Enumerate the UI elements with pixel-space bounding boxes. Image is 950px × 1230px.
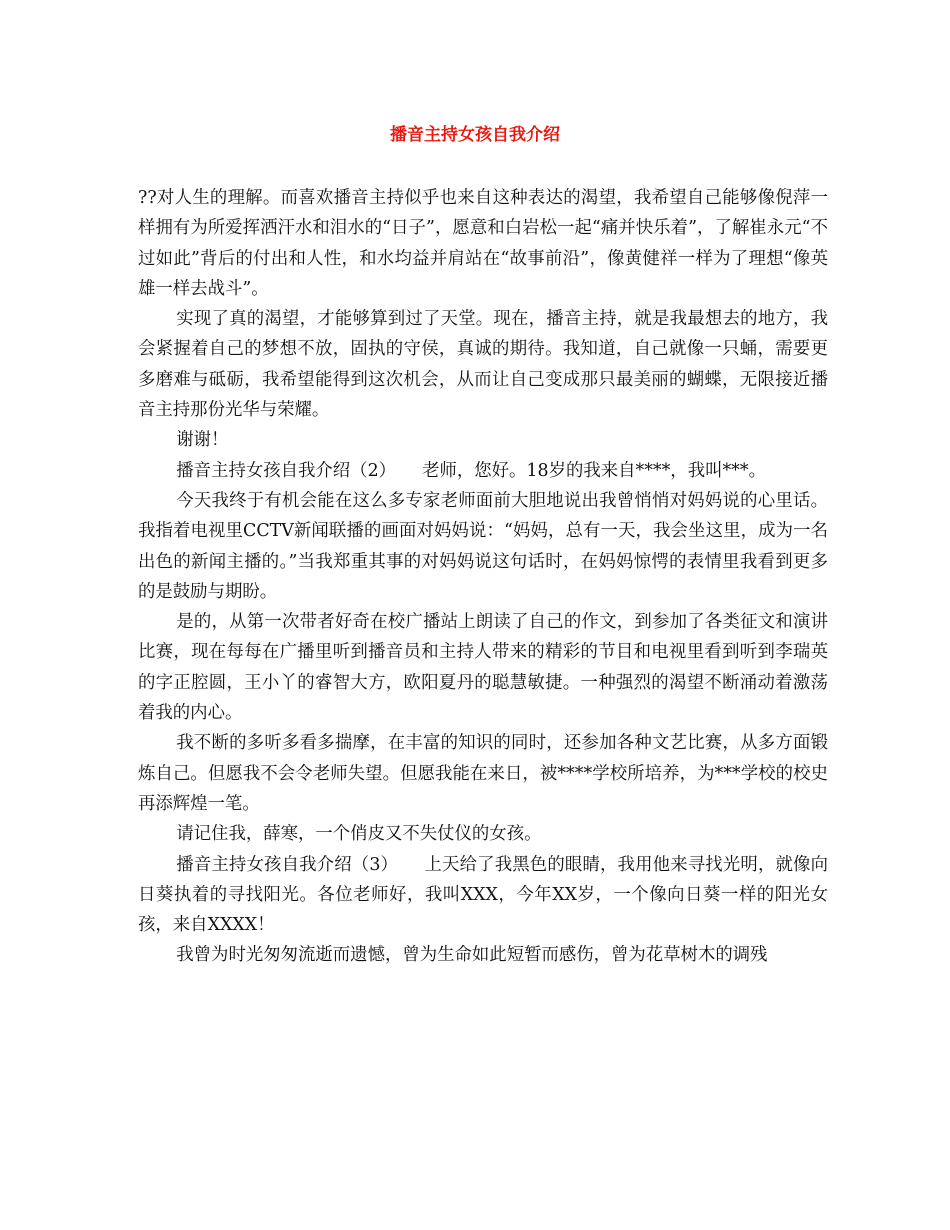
section-heading-paragraph: 播音主持女孩自我介绍（2） 老师，您好。18岁的我来自****，我叫***。 xyxy=(176,460,766,481)
paragraph: 我不断的多听多看多揣摩，在丰富的知识的同时，还参加各种文艺比赛，从多方面锻炼自己。但愿我不会令老师失望。但愿我能在来日，被****学校所培养，为***学校的校史再添辉煌一笔。 xyxy=(138,733,828,814)
section-heading-paragraph: 播音主持女孩自我介绍（3） 上天给了我黑色的眼睛，我用他来寻找光明，就像向日葵执着的寻找阳光。各位老师好，我叫XXX，今年XX岁，一个像向日葵一样的阳光女孩，来自XXXX！ xyxy=(138,854,828,936)
paragraph: 今天我终于有机会能在这么多专家老师面前大胆地说出我曾悄悄对妈妈说的心里话。我指着电视里CCTV新闻联播的画面对妈妈说：“妈妈，总有一天，我会坐这里，成为一名出色的新闻主播的。”当我郑重其事的对妈妈说这句话时，在妈妈惊愕的表情里我看到更多的是鼓励与期盼。 xyxy=(138,490,828,602)
document-title: 播音主持女孩自我介绍 xyxy=(390,125,560,145)
paragraph: 实现了真的渴望，才能够算到过了天堂。现在，播音主持，就是我最想去的地方，我会紧握着自己的梦想不放，固执的守侯，真诚的期待。我知道，自己就像一只蛹，需要更多磨难与砥砺，我希望能得到这次机会，从而让自己变成那只最美丽的蝴蝶，无限接近播音主持那份光华与荣耀。 xyxy=(138,309,828,421)
paragraph: 我曾为时光匆匆流逝而遗憾，曾为生命如此短暂而感伤，曾为花草树木的调残 xyxy=(176,945,768,966)
paragraph: 是的，从第一次带者好奇在校广播站上朗读了自己的作文，到参加了各类征文和演讲比赛，现在每每在广播里听到播音员和主持人带来的精彩的节目和电视里看到听到李瑞英的字正腔圆，王小丫的睿智大方，欧阳夏丹的聪慧敏捷。一种强烈的渴望不断涌动着激荡着我的内心。 xyxy=(138,612,828,724)
paragraph: 请记住我，薛寒，一个俏皮又不失仗仪的女孩。 xyxy=(176,824,542,845)
paragraph: ??对人生的理解。而喜欢播音主持似乎也来自这种表达的渴望，我希望自己能够像倪萍一样拥有为所爱挥洒汗水和泪水的“日子”，愿意和白岩松一起“痛并快乐着”，了解崔永元“不过如此”背后的付出和人性，和水均益并肩站在“故事前沿”，像黄健祥一样为了理想“像英雄一样去战斗”。 xyxy=(138,188,828,299)
document-body xyxy=(138,183,828,971)
paragraph: 谢谢！ xyxy=(176,430,229,451)
